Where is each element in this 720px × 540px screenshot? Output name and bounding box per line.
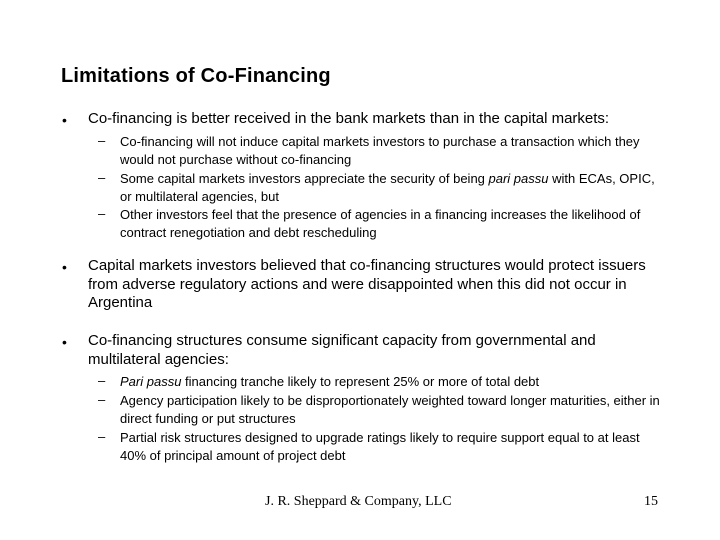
bullet-text: Co-financing structures consume significant capacity from governmental and multilateral agencies: [88, 332, 596, 368]
sub-bullet-text: Co-financing will not induce capital markets investors to purchase a transaction which they would not purchase without co-financing [120, 134, 640, 167]
dash-symbol: – [98, 373, 106, 388]
bullet-symbol: • [62, 334, 67, 350]
slide-title: Limitations of Co-Financing [61, 65, 331, 87]
bullet-symbol: • [62, 259, 67, 275]
italic-term: pari passu [488, 171, 549, 186]
sub-bullet-text [120, 373, 660, 391]
text-run: with ECAs, OPIC, or multilateral agencies, but [120, 171, 655, 204]
bullet-symbol: • [62, 112, 67, 128]
sub-bullet-text [120, 170, 660, 205]
dash-symbol: – [98, 429, 106, 444]
footer-company: J. R. Sheppard & Company, LLC [265, 494, 452, 509]
text-run: financing tranche likely to represent 25% or more of total debt [181, 374, 540, 389]
dash-symbol: – [98, 392, 106, 407]
sub-bullet-text: Partial risk structures designed to upgrade ratings likely to require support equal to at least 40% of principal amount of project debt [120, 430, 640, 463]
dash-symbol: – [98, 133, 106, 148]
bullet-text: Co-financing is better received in the bank markets than in the capital markets: [88, 110, 610, 127]
dash-symbol: – [98, 206, 106, 221]
bullet-text: Capital markets investors believed that co-financing structures would protect issuers from adverse regulatory actions and were disappointed when this did not occur in Argentina [88, 257, 646, 311]
italic-term: Pari passu [120, 374, 182, 389]
text-run: Some capital markets investors appreciate the security of being [120, 171, 489, 186]
sub-bullet-text: Other investors feel that the presence of agencies in a financing increases the likelihood of contract renegotiation and debt rescheduling [120, 207, 641, 240]
page-number: 15 [644, 494, 658, 509]
sub-bullet-text: Agency participation likely to be disproportionately weighted toward longer maturities, either in direct funding or put structures [120, 393, 660, 426]
dash-symbol: – [98, 170, 106, 185]
